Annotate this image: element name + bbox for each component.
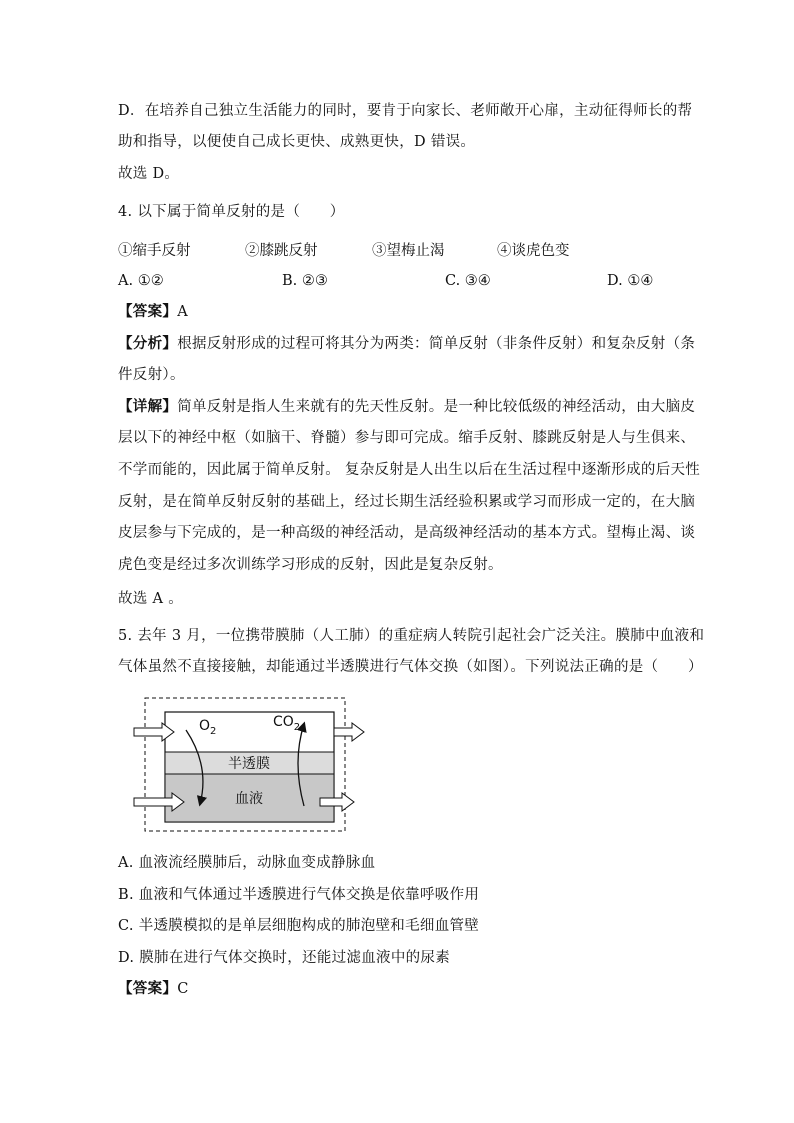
q4-stem: 4. 以下属于简单反射的是（ ） [118,204,345,220]
q4-item: ③望梅止渴 [372,243,445,259]
q3-conclusion: 故选 D。 [118,166,180,182]
co2-label: $CO_2$ [273,714,301,733]
q3-option-d-line2: 助和指导，以便使自己成长更快、成熟更快，D 错误。 [118,134,476,150]
q4-item: ①缩手反射 [118,243,191,259]
q3-option-d-line1: D．在培养自己独立生活能力的同时，要肯于向家长、老师敞开心扉，主动征得师长的帮 [118,103,693,119]
q5-choice-a: A. 血液流经膜肺后，动脉血变成静脉血 [118,855,376,871]
q4-answer [118,302,188,322]
q5-choice-c: C. 半透膜模拟的是单层细胞构成的肺泡壁和毛细血管壁 [118,918,480,934]
q5-choice-d: D. 膜肺在进行气体交换时，还能过滤血液中的尿素 [118,950,451,966]
q4-item: ②膝跳反射 [245,243,318,259]
q4-analysis-line1 [118,334,695,354]
q4-detail-line1 [118,397,695,417]
answer-tag: 【答案】 [118,303,178,320]
q4-choice-a: A. ①② [118,273,164,289]
q4-conclusion: 故选 A 。 [118,591,183,607]
q4-detail-line4: 反射，是在简单反射反射的基础上，经过长期生活经验积累或学习而形成一定的，在大脑 [118,494,696,510]
detail-tag: 【详解】 [118,398,178,415]
q5-stem-line1: 5. 去年 3 月，一位携带膜肺（人工肺）的重症病人转院引起社会广泛关注。膜肺中血液和 [118,628,705,644]
q4-detail-line5: 皮层参与下完成的，是一种高级的神经活动，是高级神经活动的基本方式。望梅止渴、谈 [118,525,696,541]
q5-choice-b: B. 血液和气体通过半透膜进行气体交换是依靠呼吸作用 [118,887,480,903]
analysis-tag: 【分析】 [118,335,178,352]
detail-text: 简单反射是指人生来就有的先天性反射。是一种比较低级的神经活动，由大脑皮 [177,399,696,415]
answer-value: A [177,304,188,320]
blood-label: 血液 [235,791,263,807]
membrane-lung-diagram [128,696,378,838]
answer-value: C [177,981,189,997]
o2-label: $O_2$ [199,718,217,737]
q4-detail-line3: 不学而能的，因此属于简单反射。 复杂反射是人出生以后在生活过程中逐渐形成的后天性 [118,462,701,478]
membrane-label: 半透膜 [228,756,270,772]
q4-choice-c: C. ③④ [445,273,491,289]
q5-answer [118,979,189,999]
gas-outflow-arrow [334,723,364,741]
q4-detail-line6: 虎色变是经过多次训练学习形成的反射，因此是复杂反射。 [118,557,503,573]
q5-stem-line2: 气体虽然不直接接触，却能通过半透膜进行气体交换（如图）。下列说法正确的是（ ） [118,659,703,675]
answer-tag: 【答案】 [118,980,178,997]
q4-detail-line2: 层以下的神经中枢（如脑干、脊髓）参与即可完成。缩手反射、膝跳反射是人与生俱来、 [118,430,696,446]
q4-item: ④谈虎色变 [497,243,570,259]
q4-choice-d: D. ①④ [607,273,654,289]
analysis-text: 根据反射形成的过程可将其分为两类：简单反射（非条件反射）和复杂反射（条 [177,336,696,352]
q4-analysis-line2: 件反射）。 [118,367,185,383]
membrane-lung-svg [128,696,378,838]
q4-choice-b: B. ②③ [282,273,328,289]
